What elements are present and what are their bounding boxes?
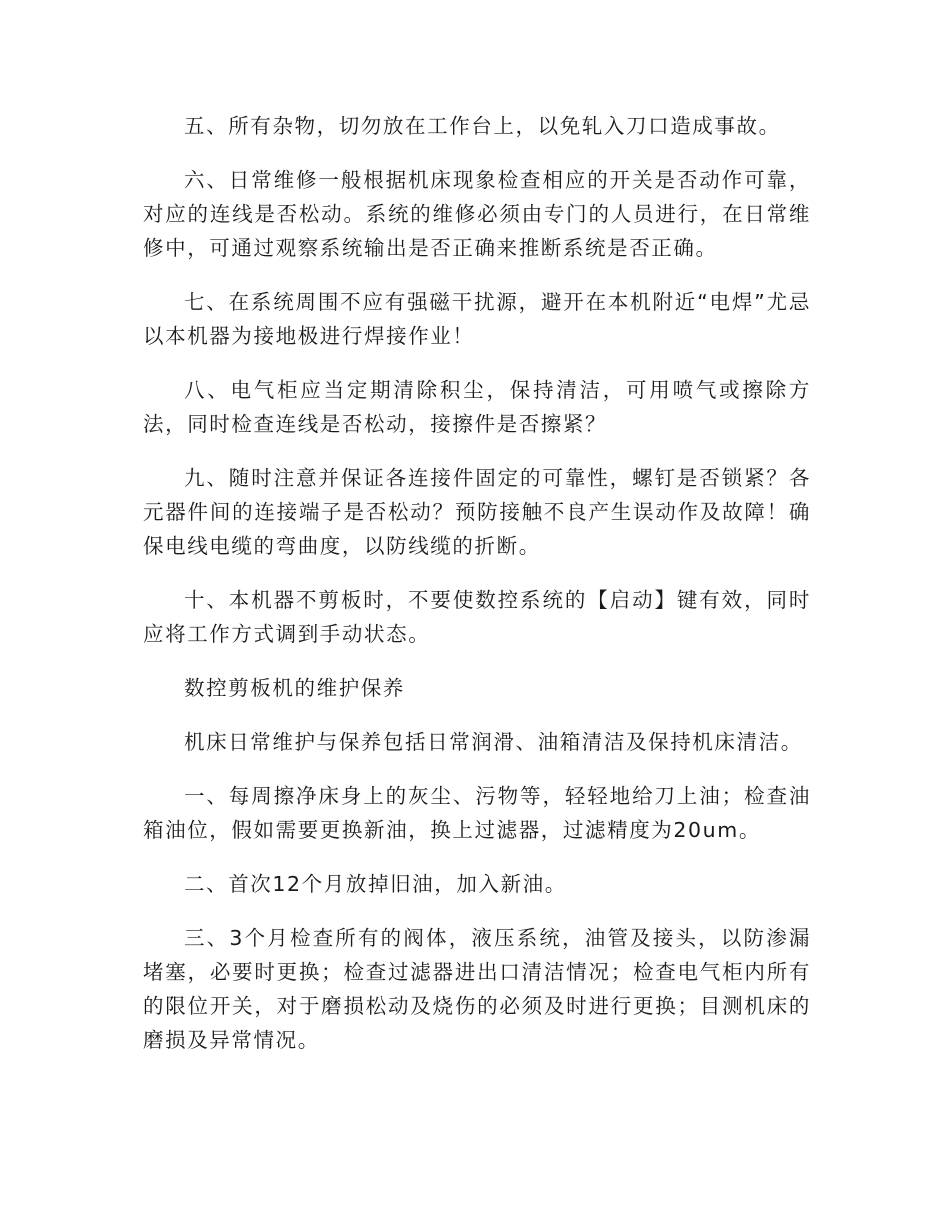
- paragraph-item-5: 五、所有杂物，切勿放在工作台上，以免轧入刀口造成事故。: [184, 114, 781, 138]
- paragraph-item-6: 六、日常维修一般根据机床现象检查相应的开关是否动作可靠，对应的连线是否松动。系统的维修必须由专门的人员进行，在日常维修中，可通过观察系统输出是否正确来推断系统是否正确。: [143, 168, 811, 260]
- paragraph-item-8: 八、电气柜应当定期清除积尘，保持清洁，可用喷气或擦除方法，同时检查连线是否松动，接擦件是否擦紧？: [143, 378, 811, 436]
- paragraph-item-10: 十、本机器不剪板时，不要使数控系统的【启动】键有效，同时应将工作方式调到手动状态。: [143, 588, 811, 646]
- section-intro: 机床日常维护与保养包括日常润滑、油箱清洁及保持机床清洁。: [184, 730, 803, 754]
- maintenance-item-1: 一、每周擦净床身上的灰尘、污物等，轻轻地给刀上油；检查油箱油位，假如需要更换新油，换上过滤器，过滤精度为20um。: [143, 784, 811, 842]
- maintenance-item-2: 二、首次12个月放掉旧油，加入新油。: [184, 872, 567, 896]
- section-heading: 数控剪板机的维护保养: [184, 676, 405, 700]
- maintenance-item-3: 三、3个月检查所有的阀体，液压系统，油管及接头，以防渗漏堵塞，必要时更换；检查过滤器进出口清洁情况；检查电气柜内所有的限位开关，对于磨损松动及烧伤的必须及时进行更换；目测机床的磨损及异常情况。: [143, 926, 811, 1052]
- paragraph-item-9: 九、随时注意并保证各连接件固定的可靠性，螺钉是否锁紧？各元器件间的连接端子是否松动？预防接触不良产生误动作及故障！确保电线电缆的弯曲度，以防线缆的折断。: [143, 466, 811, 558]
- paragraph-item-7: 七、在系统周围不应有强磁干扰源，避开在本机附近“电焊”尤忌以本机器为接地极进行焊接作业！: [143, 290, 811, 348]
- document-body: [143, 109, 811, 1077]
